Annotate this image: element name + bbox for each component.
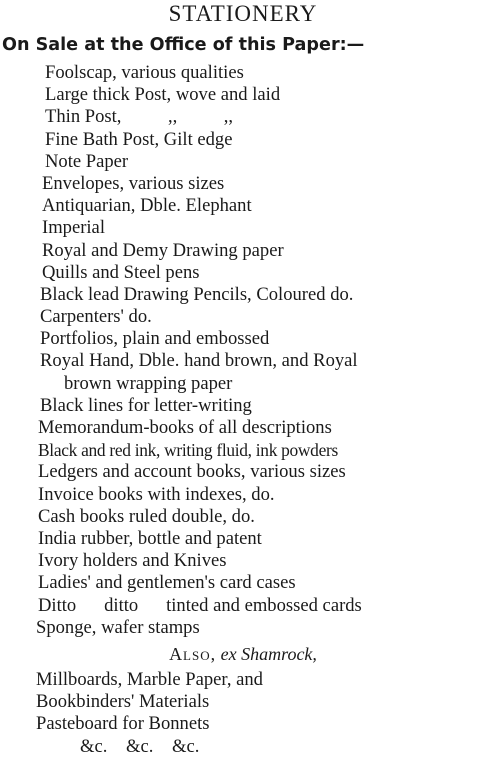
also-word: Also, [169,643,217,664]
list-item: Thin Post, ,, ,, [45,106,234,128]
list-item: Fine Bath Post, Gilt edge [45,128,233,150]
list-item: Large thick Post, wove and laid [45,84,281,106]
also-line [0,643,486,665]
list-item: Cash books ruled double, do. [38,505,255,527]
list-item: Black lines for letter-writing [40,394,252,416]
list-item: Bookbinders' Materials [36,691,210,713]
page-subtitle: On Sale at the Office of this Paper:— [2,35,365,55]
list-item: Ledgers and account books, various sizes [38,461,346,483]
list-item: Ivory holders and Knives [38,550,227,572]
list-item: Millboards, Marble Paper, and [36,669,263,691]
list-item: Antiquarian, Dble. Elephant [42,195,252,217]
list-item: Black and red ink, writing fluid, ink powders [38,440,338,461]
page-title: STATIONERY [168,1,318,26]
list-item: Pasteboard for Bonnets [36,713,210,735]
list-item: India rubber, bottle and patent [38,527,262,549]
list-item: Carpenters' do. [40,306,152,328]
list-item: Royal Hand, Dble. hand brown, and Royal [40,350,358,372]
list-item: Imperial [42,217,105,239]
list-item: Foolscap, various qualities [45,62,244,83]
list-item: Ditto ditto tinted and embossed cards [38,594,362,616]
list-item: Memorandum-books of all descriptions [38,417,332,438]
list-item: Portfolios, plain and embossed [40,328,270,350]
list-item: Invoice books with indexes, do. [38,483,275,505]
list-item-continuation: brown wrapping paper [64,372,233,394]
list-item: Quills and Steel pens [42,261,200,283]
list-item: Ladies' and gentlemen's card cases [38,572,296,594]
list-item: Note Paper [45,150,129,172]
stationery-list [0,62,486,758]
ship-name: ex Shamrock, [220,643,317,664]
list-item: Sponge, wafer stamps [36,616,200,638]
list-item: Black lead Drawing Pencils, Coloured do. [40,283,354,305]
list-item: Royal and Demy Drawing paper [42,239,284,261]
list-item: Envelopes, various sizes [42,172,225,194]
etcetera-line: &c. &c. &c. [80,735,200,757]
